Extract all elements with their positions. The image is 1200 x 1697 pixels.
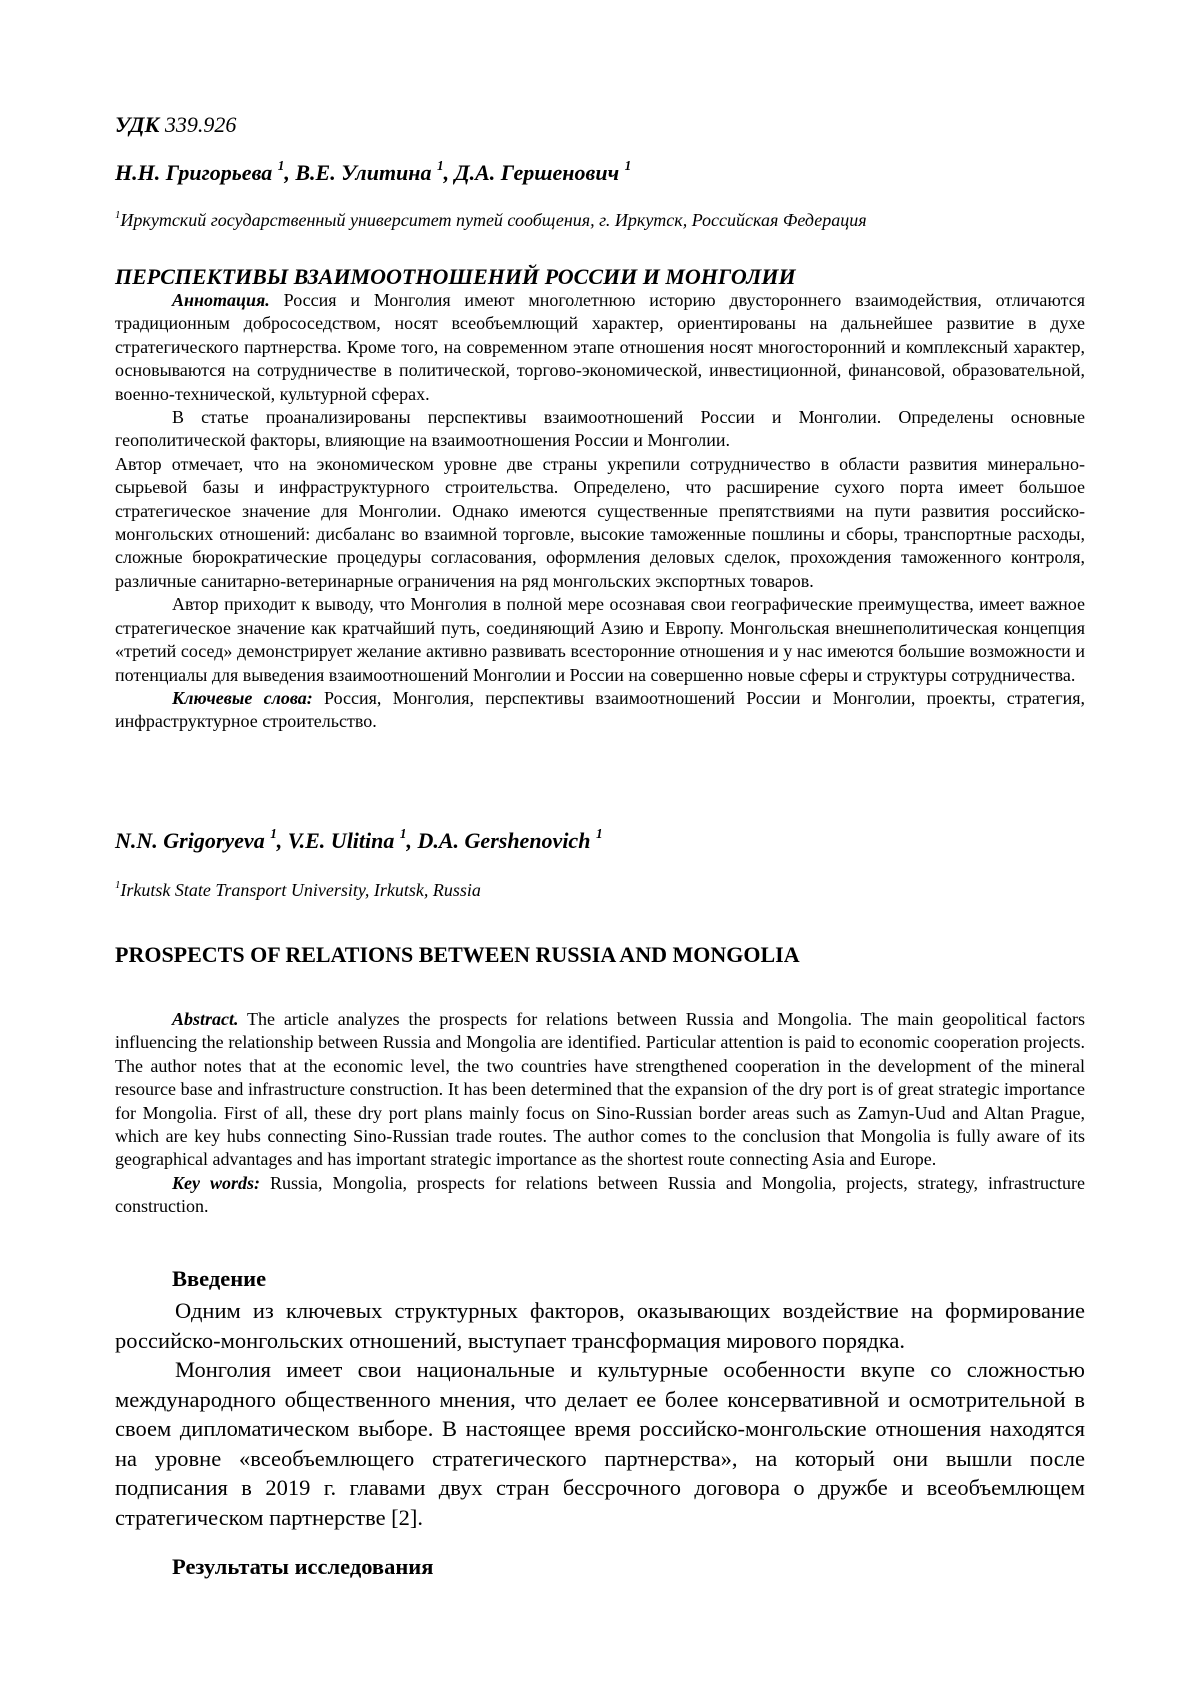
intro-body [115, 1296, 1085, 1532]
ru-affiliation [115, 210, 867, 231]
en-title: PROSPECTS OF RELATIONS BETWEEN RUSSIA AND MONGOLIA [115, 942, 800, 967]
author-name: Н.Н. Григорьева [115, 160, 278, 185]
affil-text: Irkutsk State Transport University, Irkutsk, Russia [120, 880, 481, 900]
abstract-p1: Россия и Монголия имеют многолетнюю историю двустороннего взаимодействия, отличаются традиционным добрососедством, носят всеобъемлющий характер, ориентированы на дальнейшее развитие в духе стратегического партнерства. Кроме того, на современном этапе отношения носят многосторонний и комплексный характер, основываются на сотрудничестве в политической, торгово-экономической, инвестиционной, финансовой, образовательной, военно-технической, культурной сферах. [115, 290, 1085, 404]
abstract-label: Аннотация. [172, 290, 270, 310]
author-name: В.Е. Улитина [295, 160, 438, 185]
intro-p2: Монголия имеет свои национальные и культурные особенности вкупе со сложностью международного общественного мнения, что делает ее более консервативной и осмотрительной в своем дипломатическом выборе. В настоящее время российско-монгольские отношения находятся на уровне «всеобъемлющего стратегического партнерства», на который они вышли после подписания в 2019 г. главами двух стран бессрочного договора о дружбе и всеобъемлющем стратегическом партнерстве [2]. [115, 1357, 1085, 1530]
author-name: Д.А. Гершенович [454, 160, 625, 185]
abstract-p2: В статье проанализированы перспективы взаимоотношений России и Монголии. Определены основные геополитической факторы, влияющие на взаимоотношения России и Монголии. [115, 407, 1085, 451]
author-sep: , [406, 828, 418, 853]
en-authors [115, 828, 603, 854]
ru-authors [115, 160, 631, 186]
abstract-text: The article analyzes the prospects for relations between Russia and Mongolia. The main geopolitical factors influencing the relationship between Russia and Mongolia are identified. Particular attention is paid to economic cooperation projects. The author notes that at the economic level, the two countries have strengthened cooperation in the development of the mineral resource base and infrastructure construction. It has been determined that the expansion of the dry port is of great strategic importance for Mongolia. First of all, these dry port plans mainly focus on Sino-Russian border areas such as Zamyn-Uud and Altan Prague, which are key hubs connecting Sino-Russian trade routes. The author comes to the conclusion that Mongolia is fully aware of its geographical advantages and has important strategic importance as the shortest route connecting Asia and Europe. [115, 1009, 1085, 1170]
author-name: V.E. Ulitina [287, 828, 400, 853]
author-affil-mark: 1 [270, 826, 277, 842]
author-sep: , [284, 160, 296, 185]
abstract-p4: Автор приходит к выводу, что Монголия в полной мере осознавая свои географические преимущества, имеет важное стратегическое значение как кратчайший путь, соединяющий Азию и Европу. Монгольская внешнеполитическая концепция «третий сосед» демонстрирует желание активно развивать всесторонние отношения и у нас имеются большие возможности и потенциалы для выведения взаимоотношений Монголии и России на совершенно новые сферы и структуры сотрудничества. [115, 594, 1085, 685]
affil-text: Иркутский государственный университет путей сообщения, г. Иркутск, Российская Федерация [120, 210, 867, 230]
affil-mark: 1 [115, 878, 121, 891]
author-name: D.A. Gershenovich [417, 828, 596, 853]
en-affiliation [115, 880, 481, 901]
section-heading-intro: Введение [172, 1266, 267, 1291]
keywords-label: Key words: [172, 1172, 260, 1193]
udk-line [115, 112, 236, 138]
keywords-text: Russia, Mongolia, prospects for relations between Russia and Mongolia, projects, strategy, infrastructure construction. [115, 1172, 1085, 1217]
author-affil-mark: 1 [624, 158, 632, 174]
author-sep: , [276, 828, 288, 853]
author-affil-mark: 1 [595, 826, 603, 842]
author-affil-mark: 1 [399, 826, 407, 842]
author-affil-mark: 1 [437, 158, 444, 174]
abstract-label: Abstract. [172, 1009, 239, 1029]
ru-abstract [115, 289, 1085, 734]
intro-p1: Одним из ключевых структурных факторов, оказывающих воздействие на формирование российско-монгольских отношений, выступает трансформация мирового порядка. [115, 1298, 1085, 1353]
udk-label: УДК [115, 112, 160, 137]
ru-title: ПЕРСПЕКТИВЫ ВЗАИМООТНОШЕНИЙ РОССИИ И МОНГОЛИИ [115, 264, 796, 289]
author-sep: , [443, 160, 455, 185]
keywords-label: Ключевые слова: [172, 687, 313, 708]
keywords-text: Россия, Монголия, перспективы взаимоотношений России и Монголии, проекты, стратегия, инфраструктурное строительство. [115, 687, 1085, 732]
affil-mark: 1 [115, 208, 121, 221]
en-abstract [115, 1008, 1085, 1219]
section-heading-results: Результаты исследования [172, 1554, 434, 1579]
abstract-p3: Автор отмечает, что на экономическом уровне две страны укрепили сотрудничество в области развития минерально-сырьевой базы и инфраструктурного строительства. Определено, что расширение сухого порта имеет большое стратегическое значение для Монголии. Однако имеются существенные препятствиями на пути развития российско-монгольских отношений: дисбаланс во взаимной торговле, высокие таможенные пошлины и сборы, транспортные расходы, сложные бюрократические процедуры согласования, оформления деловых сделок, прохождения таможенного контроля, различные санитарно-ветеринарные ограничения на ряд монгольских экспортных товаров. [115, 453, 1085, 591]
author-affil-mark: 1 [277, 158, 285, 174]
author-name: N.N. Grigoryeva [115, 828, 271, 853]
udk-value: 339.926 [159, 112, 237, 137]
